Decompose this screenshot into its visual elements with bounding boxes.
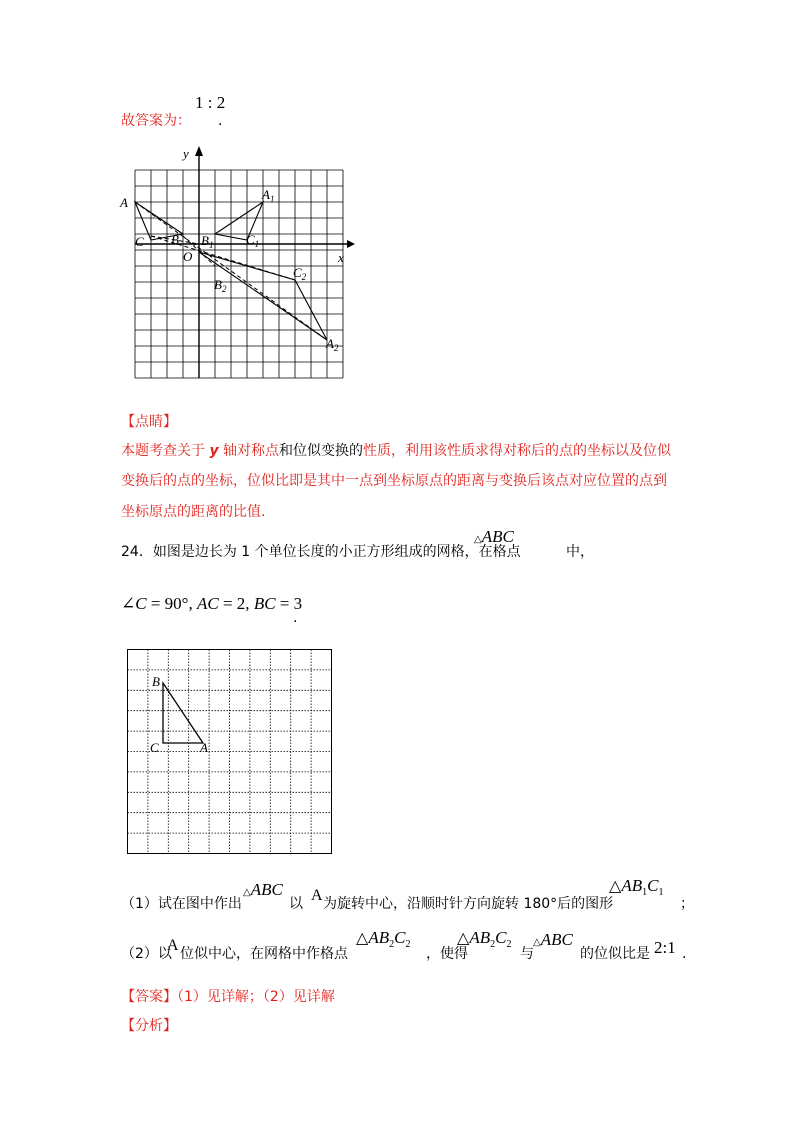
label-x: x <box>338 250 344 265</box>
dianjing-line-3: 坐标原点的距离的比值. <box>121 504 266 520</box>
part2-text-1: 位似中心，在网格中作格点 <box>180 946 348 962</box>
label-a: A <box>200 740 208 755</box>
part1-point-a: A <box>311 887 323 904</box>
label-b2: $B_2$ <box>214 277 227 294</box>
answer-label: 【答案】 <box>121 989 177 1005</box>
triangle-abc-original <box>163 683 203 743</box>
label-c2: $C_2$ <box>293 265 307 282</box>
label-a1: $A_1$ <box>262 187 275 204</box>
answer-prefix: 故答案为： <box>121 113 191 129</box>
q24-stem-end: 中， <box>566 544 594 560</box>
coordinate-grid-figure <box>118 140 358 380</box>
dianjing-line-2: 变换后的点的坐标，位似比即是其中一点到坐标原点的距离与变换后该点对应位置的点到 <box>121 473 667 489</box>
part1-end: ； <box>680 896 694 912</box>
dianjing-heading: 【点睛】 <box>121 414 177 430</box>
dianjing-line-1: 本题考查关于 y 轴对称点和位似变换的性质，利用该性质求得对称后的点的坐标以及位似 <box>121 443 672 459</box>
part1-prefix: （1）试在图中作出 <box>121 896 242 912</box>
label-a: A <box>120 195 128 210</box>
answer-line <box>121 111 191 131</box>
part2-triangle-abc: △ABC <box>533 930 573 949</box>
part2-triangle-ab2c2-b: $\triangle AB_2C_2$ <box>457 928 512 951</box>
part2-triangle-ab2c2: $\triangle AB_2C_2$ <box>356 928 411 951</box>
analysis-label: 【分析】 <box>121 1018 177 1034</box>
part2-text-3: 与 <box>520 946 534 962</box>
answer-period: . <box>218 113 223 129</box>
part2-prefix: （2）以 <box>121 946 172 962</box>
label-b: B <box>171 232 179 247</box>
part1-result-triangle: $\triangle AB_1C_1$ <box>609 876 664 899</box>
part1-text-2: 为旋转中心，沿顺时针方向旋转 180°后的图形 <box>323 896 614 912</box>
part2-text-4: 的位似比是 <box>580 946 650 962</box>
part2-end: . <box>682 946 687 962</box>
label-y: y <box>183 146 189 161</box>
answer-section <box>121 987 335 1007</box>
label-b1: $B_1$ <box>201 233 214 250</box>
q24-condition-period: . <box>293 610 298 626</box>
label-c: C <box>150 740 159 755</box>
answer-ratio: 1 : 2 <box>195 93 226 112</box>
x-axis-arrow <box>347 240 355 248</box>
part2-ratio: 2:1 <box>654 938 676 957</box>
dotted-grid-figure <box>124 646 334 856</box>
part2-text-2: ，使得 <box>426 946 468 962</box>
label-c: C <box>135 234 144 249</box>
y-axis-arrow <box>195 146 203 156</box>
q24-stem: 24．如图是边长为 1 个单位长度的小正方形组成的网格，在格点 <box>121 544 521 560</box>
part1-triangle-abc: △ABC <box>243 880 283 899</box>
q24-condition: ∠C = 90°, AC = 2, BC = 3 <box>121 594 303 613</box>
label-a2: $A_2$ <box>326 336 339 353</box>
answer-text: （1）见详解；（2）见详解 <box>177 989 335 1005</box>
label-c1: $C_1$ <box>246 232 260 249</box>
label-origin: O <box>183 249 193 264</box>
part2-point-a: A <box>167 937 179 954</box>
grid-lines <box>135 170 343 378</box>
part1-text-1: 以 <box>289 896 303 912</box>
label-b: B <box>152 674 160 689</box>
q24-triangle-abc: △ABC <box>474 527 514 546</box>
